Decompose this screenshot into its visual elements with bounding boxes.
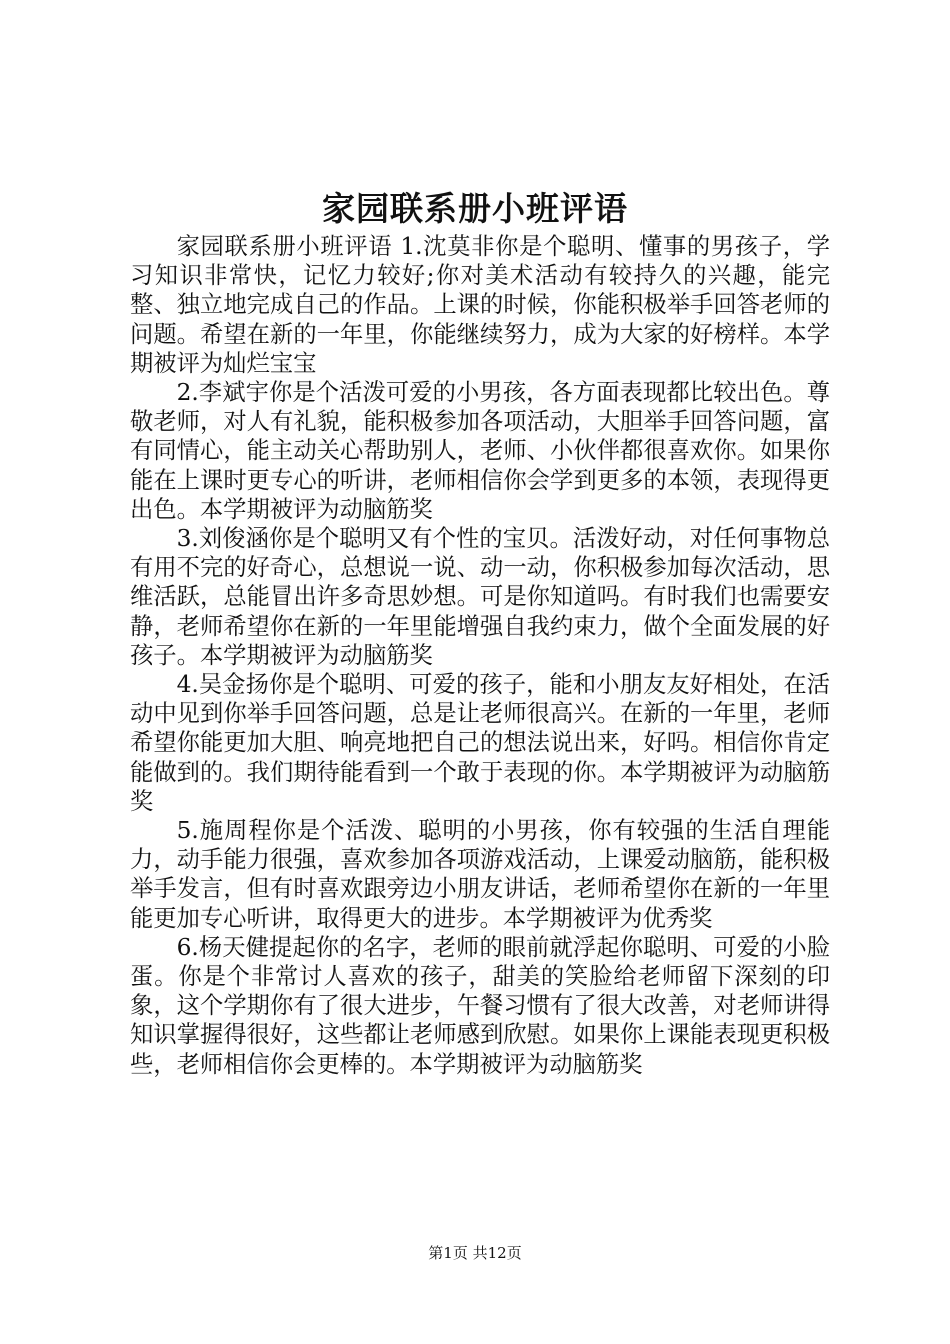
document-body — [130, 232, 830, 1079]
page-footer: 第1页 共12页 — [428, 1244, 522, 1262]
document-title: 家园联系册小班评语 — [322, 189, 628, 228]
paragraph: 2.李斌宇你是个活泼可爱的小男孩，各方面表现都比较出色。尊敬老师，对人有礼貌，能积极参加各项活动，大胆举手回答问题，富有同情心，能主动关心帮助别人，老师、小伙伴都很喜欢你。如果你能在上课时更专心的听讲，老师相信你会学到更多的本领，表现得更出色。本学期被评为动脑筋奖 — [130, 379, 830, 523]
paragraph: 3.刘俊涵你是个聪明又有个性的宝贝。活泼好动，对任何事物总有用不完的好奇心，总想说一说、动一动，你积极参加每次活动，思维活跃，总能冒出许多奇思妙想。可是你知道吗。有时我们也需要安静，老师希望你在新的一年里能增强自我约束力，做个全面发展的好孩子。本学期被评为动脑筋奖 — [130, 525, 830, 669]
paragraph: 5.施周程你是个活泼、聪明的小男孩，你有较强的生活自理能力，动手能力很强，喜欢参加各项游戏活动，上课爱动脑筋，能积极举手发言，但有时喜欢跟旁边小朋友讲话，老师希望你在新的一年里能更加专心听讲，取得更大的进步。本学期被评为优秀奖 — [130, 817, 830, 932]
paragraph: 家园联系册小班评语 1.沈莫非你是个聪明、懂事的男孩子，学习知识非常快，记忆力较好;你对美术活动有较持久的兴趣，能完整、独立地完成自己的作品。上课的时候，你能积极举手回答老师的问题。希望在新的一年里，你能继续努力，成为大家的好榜样。本学期被评为灿烂宝宝 — [130, 233, 830, 377]
paragraph: 6.杨天健提起你的名字，老师的眼前就浮起你聪明、可爱的小脸蛋。你是个非常讨人喜欢的孩子，甜美的笑脸给老师留下深刻的印象，这个学期你有了很大进步，午餐习惯有了很大改善，对老师讲得知识掌握得很好，这些都让老师感到欣慰。如果你上课能表现更积极些，老师相信你会更棒的。本学期被评为动脑筋奖 — [130, 933, 830, 1078]
paragraph: 4.吴金扬你是个聪明、可爱的孩子，能和小朋友友好相处，在活动中见到你举手回答问题，总是让老师很高兴。在新的一年里，老师希望你能更加大胆、响亮地把自己的想法说出来，好吗。相信你肯定能做到的。我们期待能看到一个敢于表现的你。本学期被评为动脑筋奖 — [130, 671, 830, 815]
